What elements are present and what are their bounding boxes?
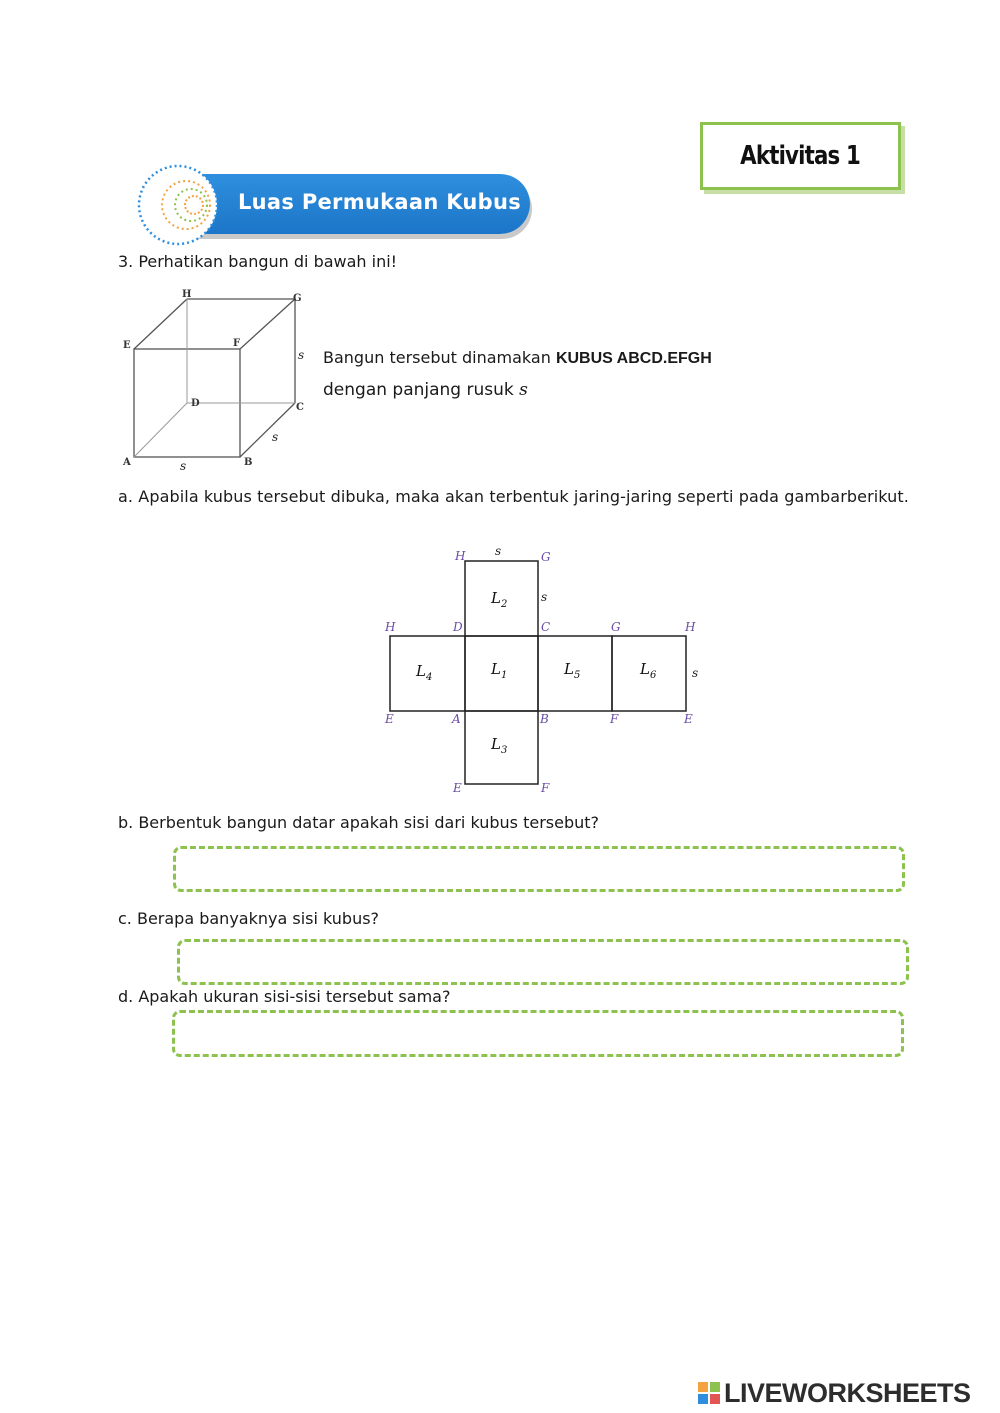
cube-figure bbox=[118, 285, 318, 475]
cube-edge-label-depth: s bbox=[272, 430, 279, 444]
answer-box-b[interactable] bbox=[173, 846, 905, 892]
cube-description-line2 bbox=[323, 380, 528, 400]
cube-net-figure bbox=[380, 540, 710, 800]
net-vertex-d: D bbox=[453, 620, 463, 634]
net-face-l4: $L_4$ bbox=[416, 662, 433, 683]
net-vertex-c: C bbox=[541, 620, 551, 634]
net-vertex-h-left: H bbox=[385, 620, 396, 634]
net-vertex-g-top: G bbox=[541, 550, 551, 564]
banner-title: Luas Permukaan Kubus bbox=[238, 190, 522, 214]
question-d: d. Apakah ukuran sisi-sisi tersebut sama? bbox=[118, 987, 451, 1006]
net-face-l1: $L_1$ bbox=[491, 660, 508, 681]
net-vertex-g-right: G bbox=[611, 620, 621, 634]
answer-input-c[interactable] bbox=[180, 942, 906, 982]
question-b: b. Berbentuk bangun datar apakah sisi dari kubus tersebut? bbox=[118, 813, 600, 832]
cube-vertex-b: B bbox=[244, 457, 253, 468]
cube-vertex-e: E bbox=[123, 340, 131, 351]
net-face-l2: $L_2$ bbox=[491, 589, 508, 610]
net-face-l6: $L_6$ bbox=[640, 660, 657, 681]
answer-input-d[interactable] bbox=[175, 1013, 901, 1054]
cube-vertex-d: D bbox=[191, 398, 200, 409]
net-side-label-right: s bbox=[692, 666, 699, 680]
liveworksheets-mark-icon bbox=[698, 1382, 720, 1404]
answer-box-d[interactable] bbox=[172, 1010, 904, 1057]
cube-name-bold: KUBUS ABCD.EFGH bbox=[555, 350, 712, 367]
net-side-label-l2: s bbox=[541, 590, 548, 604]
net-side-label-top: s bbox=[495, 544, 502, 558]
net-vertex-f-bottom: F bbox=[541, 781, 550, 795]
net-vertex-e-right: E bbox=[684, 712, 693, 726]
cube-vertex-f: F bbox=[233, 338, 241, 349]
net-vertex-a: A bbox=[452, 712, 461, 726]
cube-vertex-c: C bbox=[296, 402, 304, 413]
liveworksheets-wordmark: LIVEWORKSHEETS bbox=[724, 1377, 971, 1408]
answer-input-b[interactable] bbox=[176, 849, 902, 889]
activity-badge bbox=[700, 122, 901, 190]
question-c: c. Berapa banyaknya sisi kubus? bbox=[118, 909, 380, 928]
cube-vertex-h: H bbox=[182, 289, 192, 300]
net-face-l3: $L_3$ bbox=[491, 735, 508, 756]
liveworksheets-logo bbox=[698, 1376, 971, 1410]
net-vertex-b: B bbox=[540, 712, 549, 726]
answer-box-c[interactable] bbox=[177, 939, 909, 985]
banner-circle-icon bbox=[136, 164, 222, 246]
net-vertex-e-bottom: E bbox=[453, 781, 462, 795]
cube-vertex-a: A bbox=[123, 457, 131, 468]
cube-vertex-g: G bbox=[293, 293, 302, 304]
question-3: 3. Perhatikan bangun di bawah ini! bbox=[118, 252, 398, 271]
net-vertex-h-right: H bbox=[685, 620, 696, 634]
cube-description-prefix: Bangun tersebut dinamakan bbox=[323, 348, 556, 367]
cube-edge-variable: s bbox=[519, 380, 528, 400]
cube-edge-text: dengan panjang rusuk bbox=[323, 380, 520, 400]
net-vertex-h-top: H bbox=[455, 549, 466, 563]
cube-edge-label-bottom: s bbox=[180, 459, 187, 473]
cube-edge-label-right: s bbox=[298, 348, 305, 362]
question-a: a. Apabila kubus tersebut dibuka, maka akan terbentuk jaring-jaring seperti pada gambarberikut. bbox=[118, 487, 909, 506]
activity-label: Aktivitas 1 bbox=[740, 141, 861, 171]
net-vertex-e-left: E bbox=[385, 712, 394, 726]
net-vertex-f-right: F bbox=[610, 712, 619, 726]
net-face-l5: $L_5$ bbox=[564, 660, 581, 681]
cube-description-line1 bbox=[323, 348, 712, 369]
